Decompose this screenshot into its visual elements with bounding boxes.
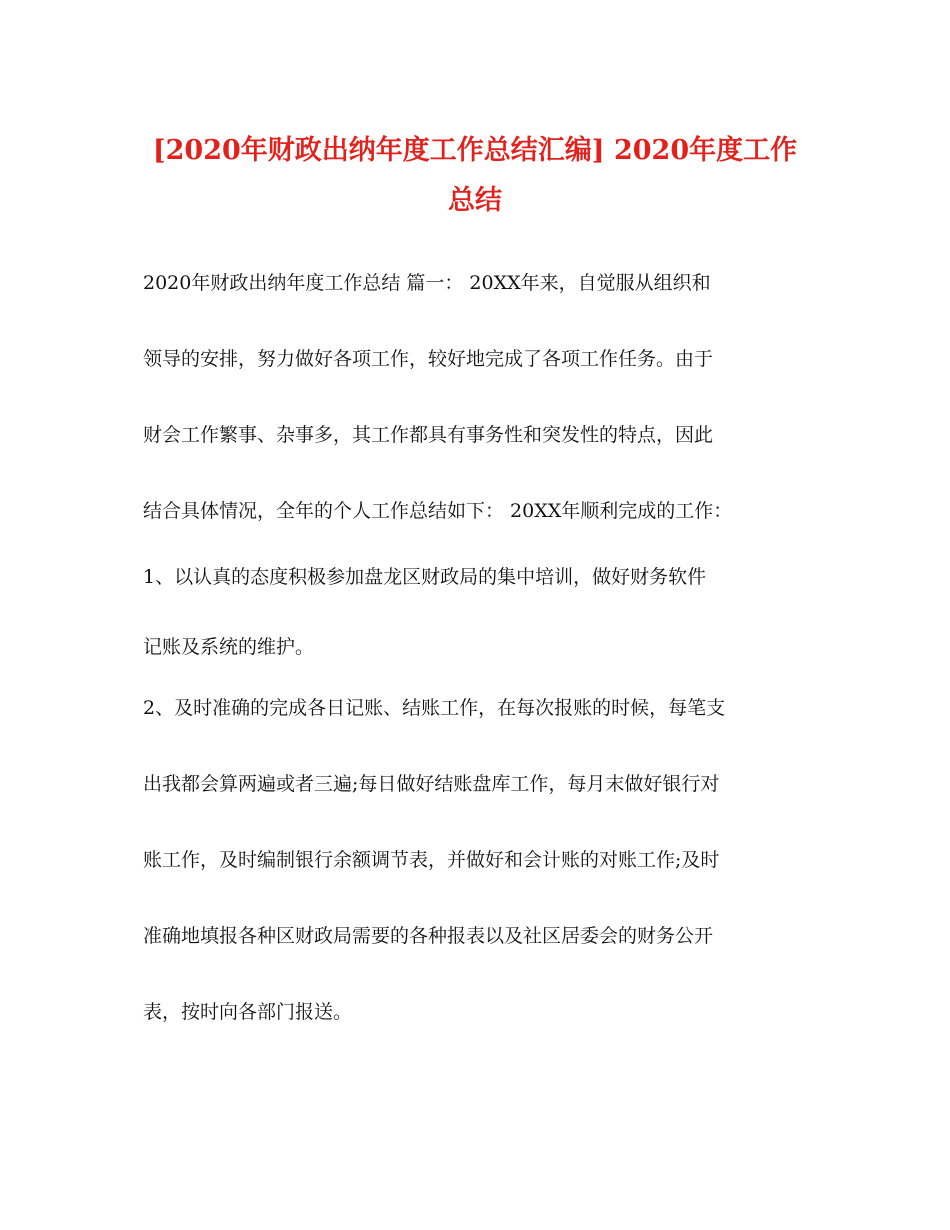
body-line-7: 2、及时准确的完成各日记账、结账工作，在每次报账的时候，每笔支 (143, 697, 726, 719)
body-line-11: 表，按时向各部门报送。 (143, 1001, 353, 1023)
body-line-10: 准确地填报各种区财政局需要的各种报表以及社区居委会的财务公开 (143, 925, 714, 947)
body-line-6: 记账及系统的维护。 (143, 636, 315, 658)
body-line-3: 财会工作繁事、杂事多，其工作都具有事务性和突发性的特点，因此 (143, 424, 714, 446)
title-line-1: [2020年财政出纳年度工作总结汇编] 2020年度工作 (152, 135, 798, 166)
body-line-5: 1、以认真的态度积极参加盘龙区财政局的集中培训，做好财务软件 (143, 566, 707, 588)
body-line-8: 出我都会算两遍或者三遍;每日做好结账盘库工作，每月末做好银行对 (143, 773, 720, 795)
title-line-2: 总结 (448, 185, 502, 216)
body-line-2: 领导的安排，努力做好各项工作，较好地完成了各项工作任务。由于 (143, 348, 714, 370)
body-line-4: 结合具体情况，全年的个人工作总结如下： 20XX年顺利完成的工作： (143, 500, 733, 522)
body-line-9: 账工作，及时编制银行余额调节表，并做好和会计账的对账工作;及时 (143, 849, 720, 871)
body-line-1: 2020年财政出纳年度工作总结 篇一： 20XX年来，自觉服从组织和 (143, 272, 711, 294)
document-title (140, 126, 810, 226)
